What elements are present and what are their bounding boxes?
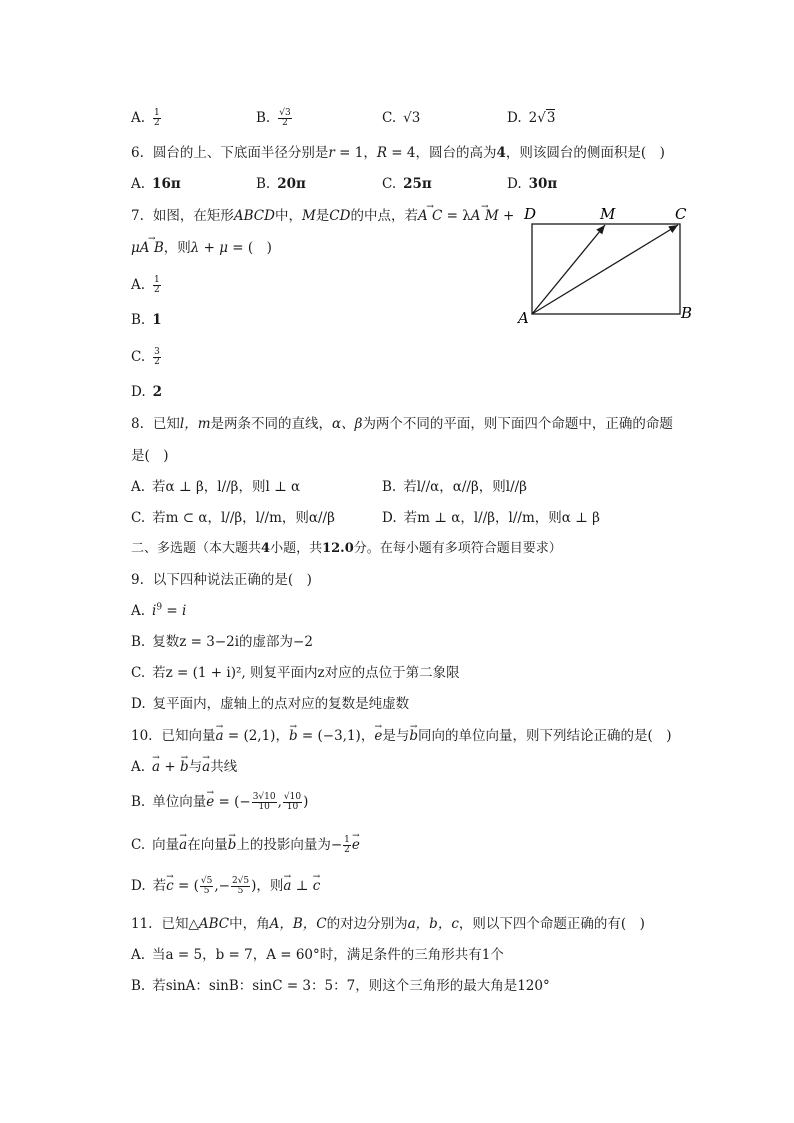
q9-option-b: B. 复数z = 3−2i的虚部为−2 [131, 634, 313, 650]
q7-stem-line1: 7. 如图，在矩形ABCD中，M是CD的中点，若→ A C = λ→ A M + [131, 206, 514, 226]
label-b: B [681, 304, 693, 322]
q10-option-c: C. 向量→ a在向量→ b上的投影向量为− $\frac{1}{2}$ → e [131, 835, 360, 855]
label-d: D [524, 205, 537, 223]
label-a: A [518, 309, 529, 327]
q10-stem: 10. 已知向量→ a = (2,1)，→ b = (−3,1)，→ e是与→ b同向的单位向量，则下列结论正确的是( ) [131, 726, 672, 746]
q6-stem: 6. 圆台的上、下底面半径分别是r = 1，R = 4，圆台的高为4，则该圆台的侧面积是( ) [131, 145, 665, 161]
q6-option-a: A. 16π [131, 176, 181, 192]
q6-option-b: B. 20π [256, 176, 306, 192]
label-c: C [675, 205, 687, 223]
q7-option-c: C. $\frac{3}{2}$ [131, 347, 160, 367]
q5-option-a: A. $\frac{1}{2}$ [131, 108, 160, 128]
q10-option-d: D. 若→ c = ( $\frac{√5}{5}$ ,− $\frac{2√5}{5}$ )，则→ a ⊥ → c [131, 876, 320, 896]
q9-option-d: D. 复平面内，虚轴上的点对应的复数是纯虚数 [131, 696, 410, 712]
q7-stem-line2: μ→ A B，则λ + μ = ( ) [131, 238, 272, 258]
q6-option-c: C. 25π [382, 176, 432, 192]
q8-option-c: C. 若m ⊂ α，l//β，l//m，则α//β [131, 510, 335, 526]
q8-option-b: B. 若l//α，α//β，则l//β [382, 479, 527, 495]
q5-option-c: C. √3 [382, 110, 421, 126]
q7-option-d: D. 2 [131, 384, 163, 400]
q6-option-d: D. 30π [507, 176, 558, 192]
q8-stem-line1: 8. 已知l，m是两条不同的直线，α、β为两个不同的平面，则下面四个命题中，正确的命题 [131, 416, 673, 432]
section-heading: 二、多选题（本大题共4小题，共12.0分。在每小题有多项符合题目要求） [131, 541, 562, 556]
q8-option-d: D. 若m ⊥ α，l//β，l//m，则α ⊥ β [382, 510, 600, 526]
q11-option-b: B. 若sinA：sinB：sinC = 3：5：7，则这个三角形的最大角是120° [131, 978, 550, 994]
q8-stem-line2: 是( ) [131, 448, 169, 464]
q10-option-a: A.→ a + → b与→ a共线 [131, 757, 237, 777]
q9-option-a: A. $i^9 = i$ [131, 602, 187, 619]
q7-rectangle-figure [510, 200, 700, 330]
label-m: M [600, 205, 616, 223]
q7-option-a: A. $\frac{1}{2}$ [131, 275, 160, 295]
q5-option-d: D. 2√3 [507, 110, 556, 126]
q9-option-c: C. 若z = (1 + i)², 则复平面内z对应的点位于第二象限 [131, 665, 460, 681]
q5-option-b: B. $\frac{√3}{2}$ [256, 108, 291, 128]
q11-option-a: A. 当a = 5，b = 7，A = 60°时，满足条件的三角形共有1个 [131, 947, 504, 963]
q8-option-a: A. 若α ⊥ β，l//β，则l ⊥ α [131, 479, 301, 495]
q11-stem: 11. 已知△ABC中，角A，B，C的对边分别为a，b，c，则以下四个命题正确的有( ) [131, 916, 645, 932]
vector-am [532, 225, 605, 314]
vector-ac [532, 225, 678, 314]
q9-stem: 9. 以下四种说法正确的是( ) [131, 572, 312, 588]
q7-option-b: B. 1 [131, 312, 162, 328]
q10-option-b: B. 单位向量→ e = (− $\frac{3√10}{10}$ , $\frac{√10}{10}$ ) [131, 792, 308, 812]
